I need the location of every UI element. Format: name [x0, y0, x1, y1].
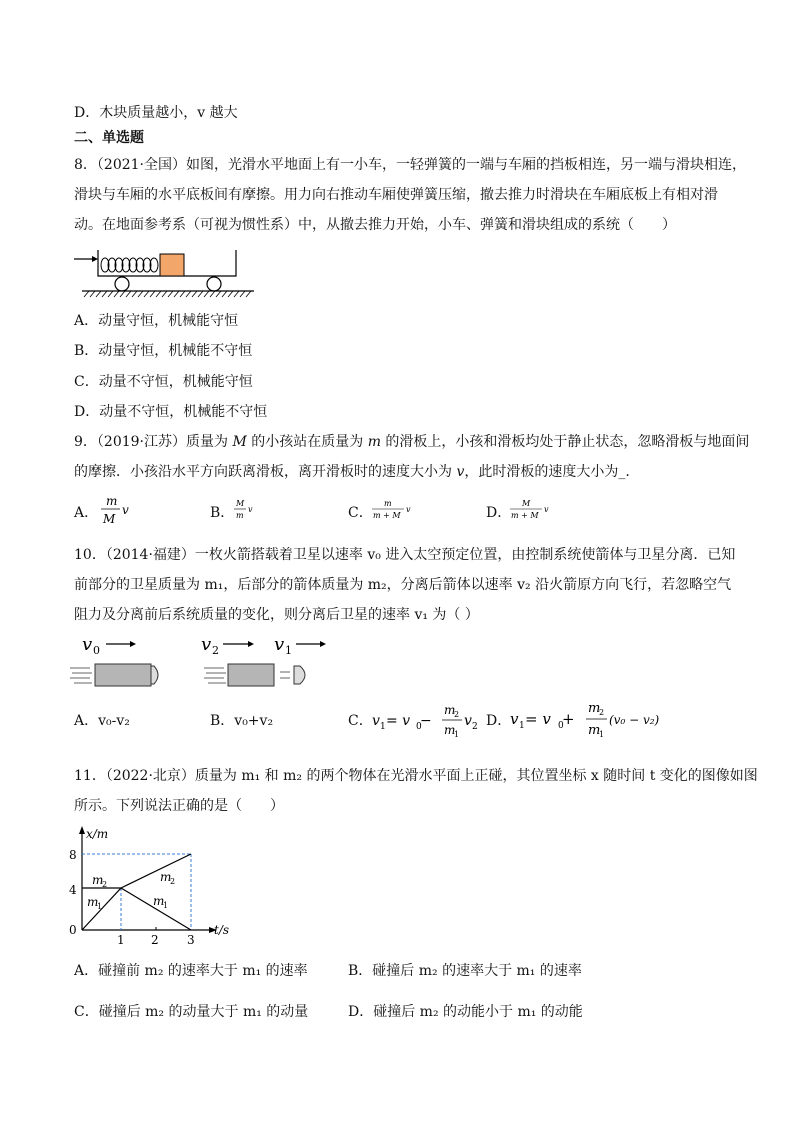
v2-arrow-head: [248, 641, 254, 647]
q10-line1: 10．（2014·福建）一枚火箭搭载着卫星以速率 v₀ 进入太空预定位置，由控制系统使箭体与卫星分离．已知: [74, 547, 736, 563]
q8-option-d: D．动量不守恒，机械能不守恒: [74, 404, 268, 420]
c-lsub: 1: [380, 722, 386, 732]
q9-l2b: ，此时滑板的速度大小为_.: [464, 464, 630, 480]
label-m1-after-sub: 1: [163, 901, 169, 910]
wheel-right: [207, 277, 221, 291]
frac-num: m: [384, 499, 392, 508]
y-axis-arrow: [79, 826, 85, 834]
v1-arrow-head: [320, 641, 326, 647]
q9-l2a: 的摩擦．小孩沿水平方向跃离滑板，离开滑板时的速度大小为: [74, 464, 457, 480]
q9-option-a-frac: [98, 493, 138, 527]
q11-option-c: C．碰撞后 m₂ 的动量大于 m₁ 的动量: [74, 1004, 309, 1020]
q9-option-c-frac: [370, 497, 416, 523]
c-den: m: [444, 723, 456, 737]
q11-xt-graph: [66, 826, 246, 944]
prev-option-d: D．木块质量越小，v 越大: [74, 105, 238, 121]
q11-line1: 11．（2022·北京）质量为 m₁ 和 m₂ 的两个物体在光滑水平面上正碰，其位置坐标 x 随时间 t 变化的图像如图: [74, 768, 758, 784]
q9-l1c: 的滑板上，小孩和滑板均处于静止状态，忽略滑板与地面间: [380, 434, 750, 450]
q10-option-d-formula: [510, 698, 660, 742]
label-m1-after: m: [153, 894, 165, 908]
frac-num: M: [522, 499, 531, 508]
x-tick-1: 1: [117, 933, 125, 944]
q10-line3: 阻力及分离前后系统质量的变化，则分离后卫星的速率 v₁ 为（ ）: [74, 607, 479, 623]
q8-option-a: A．动量守恒，机械能守恒: [74, 313, 239, 329]
q10-line2: 前部分的卫星质量为 m₁，后部分的箭体质量为 m₂，分离后箭体以速率 v₂ 沿火箭原方向飞行，若忽略空气: [74, 577, 732, 593]
q9-option-d-label: D．: [486, 505, 512, 521]
d-lhs: v: [510, 710, 519, 728]
v0-arrow-head: [130, 641, 136, 647]
q11-option-a: A．碰撞前 m₂ 的速率大于 m₁ 的速率: [74, 963, 308, 979]
frac-num: M: [236, 499, 245, 508]
v1-label: v: [274, 634, 285, 655]
q8-line2: 滑块与车厢的水平底板间有摩擦。用力向右推动车厢使弹簧压缩，撤去推力时滑块在车厢底板上有相对滑: [74, 187, 718, 203]
y-tick-0: 0: [69, 923, 77, 937]
push-arrow-head: [92, 256, 98, 262]
q10-option-c-formula: [372, 700, 482, 740]
frac-tail: v: [248, 505, 253, 514]
q8-line3: 动。在地面参考系（可视为惯性系）中，从撤去推力开始，小车、弹簧和滑块组成的系统（ ）: [74, 217, 676, 233]
frac-den: m + M: [373, 511, 401, 520]
rocket-whole: [70, 664, 158, 686]
c-num: m: [444, 703, 456, 717]
d-numsub: 2: [599, 708, 605, 717]
d-num: m: [588, 701, 601, 716]
satellite: [280, 666, 305, 684]
q9-option-c-label: C．: [348, 505, 373, 521]
q11-option-d: D．碰撞后 m₂ 的动能小于 m₁ 的动能: [348, 1004, 583, 1020]
q9-l1b: 的小孩站在质量为: [246, 434, 368, 450]
q9-line2: [74, 462, 630, 482]
c-eq: = v: [386, 713, 411, 729]
q8-option-c: C．动量不守恒，机械能守恒: [74, 374, 253, 390]
frac-den: M: [103, 512, 116, 526]
x-tick-2: 2: [151, 933, 159, 944]
c-densub: 1: [454, 730, 460, 739]
frac-den: m + M: [511, 511, 539, 520]
q9-v: v: [456, 464, 465, 480]
q9-M: M: [232, 434, 247, 450]
label-m1-before-sub: 1: [97, 902, 103, 911]
v1-sub: 1: [285, 644, 292, 657]
ground-hatching: [84, 291, 251, 297]
d-esub: 0: [558, 721, 564, 731]
q8-line1: 8．（2021·全国）如图，光滑水平地面上有一小车，一轻弹簧的一端与车厢的挡板相连，另一端与滑块相连，: [74, 157, 746, 173]
x-axis-label: t/s: [214, 923, 230, 937]
section-title: 二、单选题: [74, 130, 144, 146]
frac-den: m: [236, 511, 244, 520]
q9-l1a: 9．（2019·江苏）质量为: [74, 434, 233, 450]
y-tick-4: 4: [69, 883, 77, 897]
q9-option-a-label: A．: [74, 505, 99, 521]
d-eq: = v: [525, 710, 551, 728]
y-axis-label: x/m: [86, 827, 109, 841]
rocket-body: [204, 664, 274, 686]
q9-line1: [74, 432, 749, 452]
d-lsub: 1: [519, 721, 525, 731]
q10-rocket-figure: [68, 628, 338, 690]
c-tailsub: 2: [472, 722, 478, 732]
q10-option-b: B．v₀+v₂: [210, 713, 274, 729]
y-tick-8: 8: [69, 848, 77, 862]
c-tail: v: [464, 713, 472, 729]
frac-tail: v: [544, 505, 549, 514]
frac-tail: v: [406, 505, 411, 514]
q11-line2: 所示。下列说法正确的是（ ）: [74, 798, 284, 814]
d-densub: 1: [599, 730, 605, 739]
label-m1-before: m: [87, 895, 99, 909]
label-m2-before: m: [92, 873, 104, 887]
q10-option-a: A．v₀-v₂: [74, 713, 130, 729]
d-den: m: [588, 723, 601, 738]
spring: [101, 258, 158, 272]
label-m2-before-sub: 2: [102, 880, 108, 889]
q11-option-b: B．碰撞后 m₂ 的速率大于 m₁ 的速率: [348, 963, 582, 979]
c-esub: 0: [416, 722, 422, 732]
q10-option-c-label: C．: [348, 713, 373, 729]
v0-sub: 0: [93, 644, 100, 657]
q8-cart-figure: [74, 250, 259, 300]
v2-sub: 2: [212, 644, 219, 657]
q9-option-d-frac: [508, 497, 554, 523]
q9-m: m: [367, 434, 381, 450]
q9-option-b-label: B．: [210, 505, 235, 521]
d-plus: +: [562, 710, 575, 728]
frac-num: m: [106, 494, 118, 508]
q9-option-b-frac: [232, 497, 262, 523]
c-minus: −: [420, 713, 432, 729]
x-tick-3: 3: [187, 933, 195, 944]
wheel-left: [115, 277, 129, 291]
v0-label: v: [82, 634, 93, 655]
d-paren: (v₀ − v₂): [609, 713, 660, 727]
q10-option-d-label: D．: [486, 713, 512, 729]
slider-block: [160, 254, 184, 276]
q8-option-b: B．动量守恒，机械能不守恒: [74, 343, 253, 359]
label-m2-after: m: [160, 870, 172, 884]
frac-tail: v: [122, 503, 129, 517]
v2-label: v: [201, 634, 212, 655]
c-lhs: v: [372, 713, 380, 729]
label-m2-after-sub: 2: [170, 877, 176, 886]
m2-after-line: [121, 854, 191, 888]
c-numsub: 2: [454, 710, 460, 719]
